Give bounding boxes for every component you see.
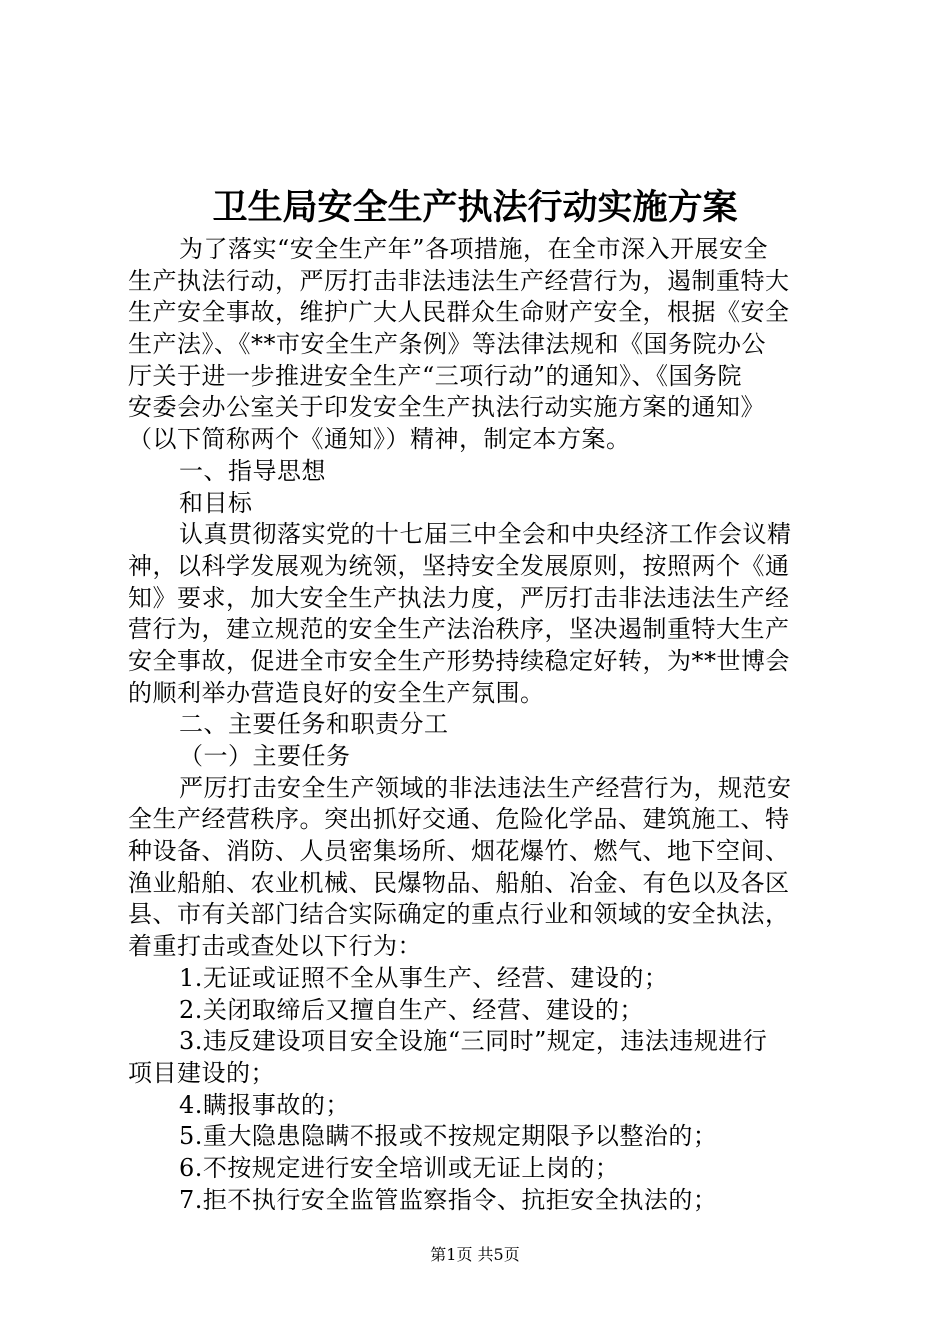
body-line: 生产执法行动，严厉打击非法违法生产经营行为，遏制重特大 [128,266,790,295]
body-line: 种设备、消防、人员密集场所、烟花爆竹、燃气、地下空间、 [128,837,790,866]
body-line: 认真贯彻落实党的十七届三中全会和中央经济工作会议精 [179,520,792,549]
body-line: 知》要求，加大安全生产执法力度，严厉打击非法违法生产经 [128,583,790,612]
body-line: 严厉打击安全生产领域的非法违法生产经营行为，规范安 [179,773,792,802]
body-line: 为了落实“安全生产年”各项措施，在全市深入开展安全 [179,235,769,263]
body-line: 6.不按规定进行安全培训或无证上岗的； [179,1153,620,1182]
body-line: （一）主要任务 [179,742,351,770]
document-body [128,234,834,1216]
body-line: 着重打击或查处以下行为： [128,932,422,961]
body-line: 渔业船舶、农业机械、民爆物品、船舶、冶金、有色以及各区 [128,868,790,897]
body-line: （以下简称两个《通知》）精神，制定本方案。 [128,425,631,454]
body-line: 安委会办公室关于印发安全生产执法行动实施方案的通知》 [128,393,765,422]
body-line: 全生产经营秩序。突出抓好交通、危险化学品、建筑施工、特 [128,805,790,834]
body-line: 神，以科学发展观为统领，坚持安全发展原则，按照两个《通 [128,551,790,580]
document-title: 卫生局安全生产执法行动实施方案 [212,187,738,228]
body-line: 和目标 [179,488,253,517]
body-line: 3.违反建设项目安全设施“三同时”规定，违法违规进行 [179,1027,768,1056]
body-line: 一、指导思想 [179,456,326,485]
body-line: 的顺利举办营造良好的安全生产氛围。 [128,678,545,707]
body-line: 生产安全事故，维护广大人民群众生命财产安全，根据《安全 [128,298,790,327]
body-line: 安全事故，促进全市安全生产形势持续稳定好转，为**世博会 [128,646,790,675]
body-line: 生产法》、《**市安全生产条例》等法律法规和《国务院办公 [128,330,766,359]
body-line: 5.重大隐患隐瞒不报或不按规定期限予以整治的； [179,1122,718,1151]
body-line: 4.瞒报事故的； [179,1090,350,1119]
body-line: 7.拒不执行安全监管监察指令、抗拒安全执法的； [179,1185,718,1214]
body-line: 项目建设的； [128,1058,275,1087]
body-line: 2.关闭取缔后又擅自生产、经营、建设的； [179,995,644,1024]
body-line: 厅关于进一步推进安全生产“三项行动”的通知》、《国务院 [128,361,743,390]
body-line: 1.无证或证照不全从事生产、经营、建设的； [179,963,669,992]
body-line: 营行为，建立规范的安全生产法治秩序，坚决遏制重特大生产 [128,615,790,644]
page-footer: 第1页 共5页 [430,1245,520,1264]
body-line: 二、主要任务和职责分工 [179,710,449,739]
body-line: 县、市有关部门结合实际确定的重点行业和领域的安全执法， [128,900,790,929]
